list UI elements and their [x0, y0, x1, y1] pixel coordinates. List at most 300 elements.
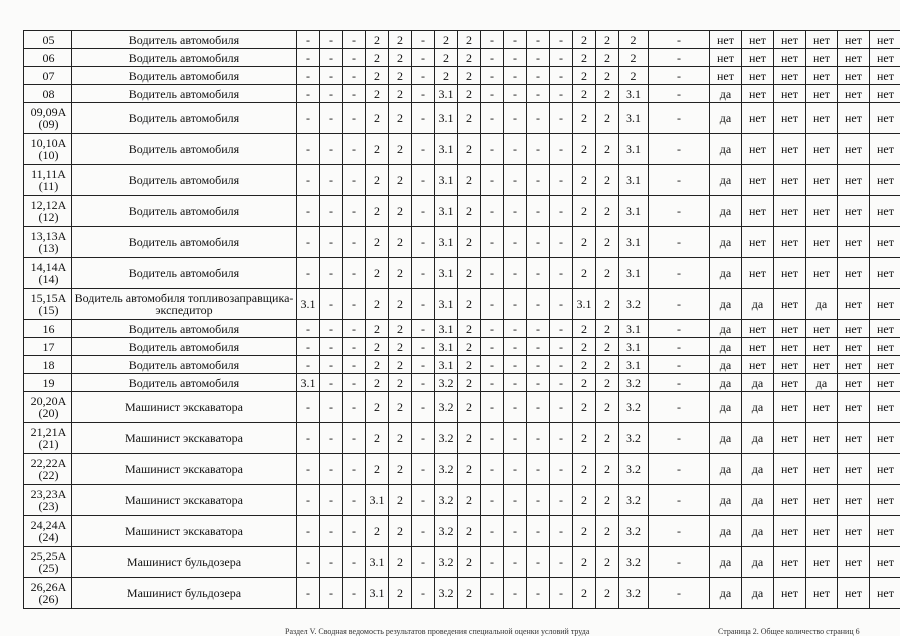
class-cell: - [649, 338, 710, 356]
class-cell: 2 [619, 31, 649, 49]
class-cell: - [649, 454, 710, 485]
class-cell: - [412, 31, 435, 49]
class-cell: - [297, 31, 320, 49]
class-cell: - [527, 165, 550, 196]
class-cell: - [481, 320, 504, 338]
guarantee-cell: да [710, 356, 742, 374]
class-cell: 2 [389, 49, 412, 67]
class-cell: - [481, 85, 504, 103]
class-cell: - [343, 165, 366, 196]
table-row [24, 67, 900, 85]
class-cell: - [550, 423, 573, 454]
workplace-number: 17 [24, 338, 72, 356]
position-title: Водитель автомобиля [72, 49, 297, 67]
guarantee-cell: нет [870, 85, 900, 103]
guarantee-cell: нет [838, 338, 870, 356]
class-cell: - [649, 67, 710, 85]
class-cell: - [481, 134, 504, 165]
class-cell: - [297, 578, 320, 609]
class-cell: 2 [389, 134, 412, 165]
class-cell: - [649, 516, 710, 547]
table-row [24, 485, 900, 516]
class-cell: 2 [366, 196, 389, 227]
class-cell: - [412, 356, 435, 374]
class-cell: - [649, 289, 710, 320]
class-cell: - [527, 356, 550, 374]
class-cell: 2 [573, 320, 596, 338]
class-cell: 2 [435, 31, 458, 49]
guarantee-cell: нет [806, 134, 838, 165]
class-cell: - [297, 85, 320, 103]
guarantee-cell: нет [870, 289, 900, 320]
guarantee-cell: нет [870, 320, 900, 338]
class-cell: 2 [389, 374, 412, 392]
class-cell: 2 [596, 289, 619, 320]
guarantee-cell: да [710, 196, 742, 227]
workplace-number: 15,15А (15) [24, 289, 72, 320]
table-row [24, 258, 900, 289]
guarantee-cell: нет [838, 392, 870, 423]
class-cell: - [297, 67, 320, 85]
guarantee-cell: нет [870, 227, 900, 258]
guarantee-cell: нет [774, 454, 806, 485]
class-cell: 3.1 [366, 578, 389, 609]
position-title: Машинист экскаватора [72, 485, 297, 516]
workplace-number: 25,25А (25) [24, 547, 72, 578]
guarantee-cell: нет [838, 485, 870, 516]
guarantee-cell: нет [870, 578, 900, 609]
class-cell: 3.1 [435, 165, 458, 196]
class-cell: 2 [596, 320, 619, 338]
class-cell: - [527, 227, 550, 258]
guarantee-cell: нет [838, 356, 870, 374]
class-cell: - [481, 454, 504, 485]
class-cell: 2 [573, 49, 596, 67]
class-cell: - [527, 516, 550, 547]
guarantee-cell: нет [774, 374, 806, 392]
guarantee-cell: нет [806, 67, 838, 85]
class-cell: - [649, 547, 710, 578]
guarantee-cell: нет [710, 67, 742, 85]
workplace-number: 14,14А (14) [24, 258, 72, 289]
class-cell: - [504, 134, 527, 165]
class-cell: - [412, 320, 435, 338]
class-cell: - [481, 165, 504, 196]
class-cell: - [297, 134, 320, 165]
class-cell: 2 [366, 49, 389, 67]
class-cell: 2 [366, 134, 389, 165]
guarantee-cell: нет [774, 85, 806, 103]
guarantee-cell: нет [838, 165, 870, 196]
class-cell: - [343, 392, 366, 423]
class-cell: 2 [596, 423, 619, 454]
class-cell: - [481, 227, 504, 258]
class-cell: - [343, 196, 366, 227]
class-cell: 2 [458, 578, 481, 609]
class-cell: 2 [573, 578, 596, 609]
guarantee-cell: нет [838, 289, 870, 320]
class-cell: - [527, 134, 550, 165]
class-cell: - [550, 516, 573, 547]
class-cell: - [481, 196, 504, 227]
guarantee-cell: да [710, 578, 742, 609]
class-cell: 2 [596, 338, 619, 356]
class-cell: 2 [366, 258, 389, 289]
guarantee-cell: да [742, 578, 774, 609]
class-cell: - [481, 516, 504, 547]
guarantee-cell: да [710, 85, 742, 103]
class-cell: - [412, 196, 435, 227]
table-row [24, 31, 900, 49]
class-cell: - [504, 547, 527, 578]
position-title: Водитель автомобиля [72, 67, 297, 85]
class-cell: - [504, 67, 527, 85]
guarantee-cell: нет [742, 49, 774, 67]
class-cell: - [649, 485, 710, 516]
class-cell: 3.1 [619, 103, 649, 134]
guarantee-cell: нет [838, 578, 870, 609]
class-cell: 2 [366, 338, 389, 356]
class-cell: - [550, 289, 573, 320]
class-cell: - [343, 85, 366, 103]
class-cell: - [481, 338, 504, 356]
class-cell: 2 [458, 547, 481, 578]
class-cell: 2 [573, 31, 596, 49]
class-cell: - [527, 258, 550, 289]
footer-page-counter: Страница 2. Общее количество страниц 6 [718, 627, 860, 636]
class-cell: - [527, 578, 550, 609]
guarantee-cell: нет [742, 31, 774, 49]
workplace-number: 26,26А (26) [24, 578, 72, 609]
workplace-number: 24,24А (24) [24, 516, 72, 547]
guarantee-cell: нет [870, 356, 900, 374]
class-cell: 2 [366, 320, 389, 338]
guarantee-cell: нет [870, 165, 900, 196]
class-cell: 2 [366, 165, 389, 196]
class-cell: 3.1 [573, 289, 596, 320]
class-cell: - [481, 578, 504, 609]
guarantee-cell: нет [838, 67, 870, 85]
class-cell: 3.2 [619, 578, 649, 609]
class-cell: - [320, 320, 343, 338]
class-cell: - [343, 578, 366, 609]
class-cell: - [412, 165, 435, 196]
workplace-number: 23,23А (23) [24, 485, 72, 516]
class-cell: - [649, 85, 710, 103]
class-cell: - [343, 454, 366, 485]
guarantee-cell: нет [774, 578, 806, 609]
class-cell: - [297, 485, 320, 516]
guarantee-cell: нет [742, 227, 774, 258]
guarantee-cell: нет [806, 392, 838, 423]
class-cell: - [504, 85, 527, 103]
class-cell: 2 [389, 516, 412, 547]
workplace-number: 07 [24, 67, 72, 85]
class-cell: - [320, 338, 343, 356]
guarantee-cell: нет [742, 165, 774, 196]
class-cell: - [343, 356, 366, 374]
class-cell: - [504, 31, 527, 49]
class-cell: 2 [619, 67, 649, 85]
guarantee-cell: нет [870, 67, 900, 85]
class-cell: - [343, 320, 366, 338]
workplace-number: 21,21А (21) [24, 423, 72, 454]
guarantee-cell: нет [838, 547, 870, 578]
class-cell: - [527, 423, 550, 454]
workplace-number: 09,09А (09) [24, 103, 72, 134]
class-cell: - [320, 485, 343, 516]
table-row [24, 338, 900, 356]
guarantee-cell: нет [774, 67, 806, 85]
guarantee-cell: нет [774, 103, 806, 134]
guarantee-cell: да [742, 485, 774, 516]
class-cell: 3.2 [619, 547, 649, 578]
class-cell: 2 [389, 67, 412, 85]
workplace-number: 12,12А (12) [24, 196, 72, 227]
class-cell: - [297, 165, 320, 196]
class-cell: 3.1 [435, 227, 458, 258]
guarantee-cell: нет [742, 103, 774, 134]
class-cell: 2 [389, 547, 412, 578]
class-cell: - [320, 578, 343, 609]
class-cell: - [320, 423, 343, 454]
guarantee-cell: да [742, 454, 774, 485]
class-cell: 2 [389, 320, 412, 338]
class-cell: - [343, 516, 366, 547]
class-cell: 3.2 [435, 392, 458, 423]
class-cell: 2 [389, 258, 412, 289]
guarantee-cell: нет [838, 134, 870, 165]
class-cell: 2 [596, 165, 619, 196]
guarantee-cell: нет [806, 196, 838, 227]
class-cell: - [527, 31, 550, 49]
table-row [24, 320, 900, 338]
guarantee-cell: нет [838, 196, 870, 227]
class-cell: 2 [366, 374, 389, 392]
guarantee-cell: нет [806, 485, 838, 516]
table-row [24, 85, 900, 103]
class-cell: 3.2 [435, 423, 458, 454]
class-cell: - [297, 49, 320, 67]
class-cell: - [649, 227, 710, 258]
class-cell: - [649, 578, 710, 609]
class-cell: - [297, 547, 320, 578]
class-cell: - [504, 374, 527, 392]
table-row [24, 49, 900, 67]
class-cell: 2 [573, 258, 596, 289]
class-cell: 3.1 [619, 258, 649, 289]
class-cell: - [550, 547, 573, 578]
class-cell: 3.1 [435, 196, 458, 227]
class-cell: 3.2 [619, 374, 649, 392]
guarantee-cell: да [710, 392, 742, 423]
results-table-body [24, 31, 900, 609]
table-row [24, 103, 900, 134]
class-cell: - [297, 103, 320, 134]
class-cell: 3.1 [435, 356, 458, 374]
class-cell: - [412, 392, 435, 423]
class-cell: - [343, 547, 366, 578]
class-cell: - [550, 165, 573, 196]
class-cell: - [527, 485, 550, 516]
class-cell: 3.1 [619, 320, 649, 338]
class-cell: 3.1 [435, 338, 458, 356]
class-cell: 2 [389, 165, 412, 196]
class-cell: 2 [458, 289, 481, 320]
class-cell: - [343, 338, 366, 356]
table-row [24, 356, 900, 374]
guarantee-cell: да [710, 338, 742, 356]
class-cell: - [504, 320, 527, 338]
class-cell: 3.1 [435, 320, 458, 338]
class-cell: - [481, 374, 504, 392]
class-cell: - [481, 67, 504, 85]
workplace-number: 06 [24, 49, 72, 67]
class-cell: 2 [573, 547, 596, 578]
class-cell: 3.2 [435, 516, 458, 547]
guarantee-cell: да [710, 374, 742, 392]
class-cell: 2 [573, 227, 596, 258]
class-cell: - [550, 134, 573, 165]
class-cell: 3.1 [297, 289, 320, 320]
workplace-number: 11,11А (11) [24, 165, 72, 196]
class-cell: - [504, 227, 527, 258]
guarantee-cell: нет [838, 320, 870, 338]
class-cell: - [550, 320, 573, 338]
class-cell: 2 [366, 103, 389, 134]
class-cell: 3.1 [435, 258, 458, 289]
class-cell: 2 [389, 485, 412, 516]
guarantee-cell: нет [870, 454, 900, 485]
class-cell: 3.2 [435, 578, 458, 609]
class-cell: 3.1 [435, 103, 458, 134]
class-cell: - [343, 485, 366, 516]
class-cell: - [412, 67, 435, 85]
guarantee-cell: нет [774, 320, 806, 338]
class-cell: 2 [458, 165, 481, 196]
class-cell: 3.1 [619, 338, 649, 356]
class-cell: 2 [389, 578, 412, 609]
position-title: Водитель автомобиля [72, 356, 297, 374]
guarantee-cell: да [742, 289, 774, 320]
class-cell: - [343, 103, 366, 134]
class-cell: 2 [458, 85, 481, 103]
class-cell: - [527, 547, 550, 578]
class-cell: - [527, 289, 550, 320]
class-cell: 3.2 [435, 374, 458, 392]
class-cell: - [504, 49, 527, 67]
guarantee-cell: да [710, 258, 742, 289]
guarantee-cell: да [742, 516, 774, 547]
guarantee-cell: нет [710, 49, 742, 67]
class-cell: 2 [596, 103, 619, 134]
table-row [24, 547, 900, 578]
position-title: Машинист экскаватора [72, 516, 297, 547]
class-cell: - [527, 338, 550, 356]
guarantee-cell: да [710, 289, 742, 320]
class-cell: - [412, 103, 435, 134]
class-cell: - [343, 134, 366, 165]
class-cell: 2 [596, 258, 619, 289]
class-cell: 2 [389, 289, 412, 320]
class-cell: - [320, 103, 343, 134]
class-cell: - [504, 165, 527, 196]
class-cell: 3.1 [435, 289, 458, 320]
guarantee-cell: да [742, 392, 774, 423]
class-cell: 2 [596, 356, 619, 374]
class-cell: 3.2 [435, 485, 458, 516]
class-cell: 3.1 [435, 85, 458, 103]
guarantee-cell: нет [742, 258, 774, 289]
class-cell: - [504, 356, 527, 374]
class-cell: - [550, 485, 573, 516]
class-cell: 2 [366, 392, 389, 423]
class-cell: 2 [458, 31, 481, 49]
class-cell: 3.1 [619, 85, 649, 103]
table-row [24, 165, 900, 196]
class-cell: 2 [366, 289, 389, 320]
class-cell: - [320, 165, 343, 196]
class-cell: - [297, 454, 320, 485]
class-cell: - [412, 49, 435, 67]
guarantee-cell: нет [774, 289, 806, 320]
class-cell: 2 [596, 31, 619, 49]
class-cell: - [550, 103, 573, 134]
guarantee-cell: нет [870, 516, 900, 547]
class-cell: 2 [573, 454, 596, 485]
class-cell: - [504, 516, 527, 547]
class-cell: - [550, 356, 573, 374]
guarantee-cell: нет [838, 103, 870, 134]
class-cell: - [320, 67, 343, 85]
class-cell: - [504, 338, 527, 356]
guarantee-cell: нет [742, 196, 774, 227]
class-cell: - [320, 196, 343, 227]
class-cell: 2 [458, 454, 481, 485]
class-cell: - [481, 289, 504, 320]
class-cell: 2 [366, 85, 389, 103]
class-cell: 2 [458, 49, 481, 67]
class-cell: - [297, 356, 320, 374]
class-cell: - [297, 423, 320, 454]
class-cell: - [297, 320, 320, 338]
class-cell: - [412, 516, 435, 547]
class-cell: - [297, 392, 320, 423]
class-cell: 3.1 [366, 547, 389, 578]
class-cell: 2 [458, 258, 481, 289]
class-cell: - [649, 165, 710, 196]
table-row [24, 374, 900, 392]
class-cell: 2 [596, 227, 619, 258]
class-cell: 2 [389, 392, 412, 423]
table-row [24, 196, 900, 227]
class-cell: - [481, 103, 504, 134]
class-cell: - [320, 356, 343, 374]
guarantee-cell: да [710, 227, 742, 258]
class-cell: 2 [596, 516, 619, 547]
class-cell: - [481, 49, 504, 67]
class-cell: 2 [458, 423, 481, 454]
guarantee-cell: нет [870, 49, 900, 67]
class-cell: - [320, 227, 343, 258]
class-cell: - [527, 103, 550, 134]
table-row [24, 227, 900, 258]
guarantee-cell: нет [870, 134, 900, 165]
guarantee-cell: да [742, 423, 774, 454]
class-cell: - [320, 289, 343, 320]
class-cell: - [550, 227, 573, 258]
class-cell: 2 [573, 338, 596, 356]
